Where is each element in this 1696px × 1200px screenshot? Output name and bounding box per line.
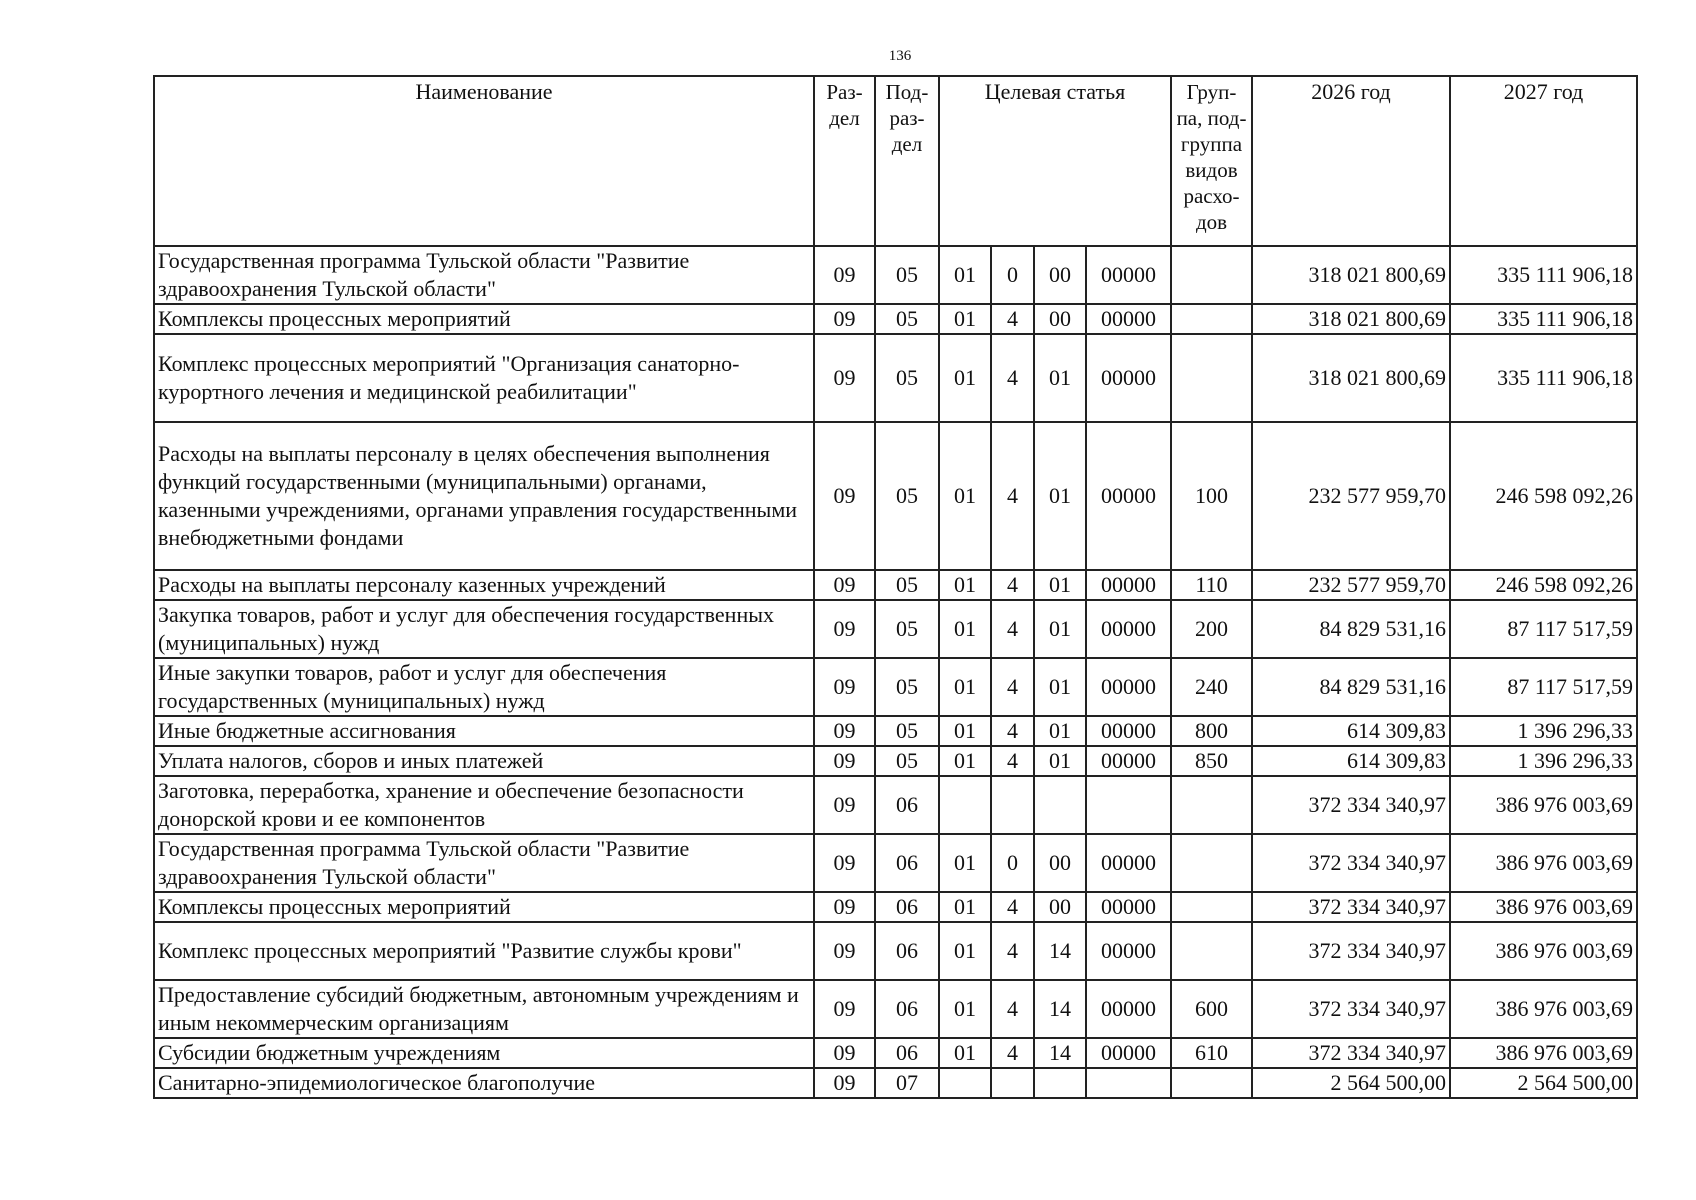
row-razdel: 09: [814, 246, 875, 304]
row-cs-program: 01: [939, 834, 991, 892]
row-value-2027: 87 117 517,59: [1450, 658, 1637, 716]
row-value-2027: 2 564 500,00: [1450, 1068, 1637, 1098]
row-vid-rashodov: 610: [1171, 1038, 1252, 1068]
row-vid-rashodov: [1171, 304, 1252, 334]
row-name: Субсидии бюджетным учреждениям: [154, 1038, 814, 1068]
row-name: Иные закупки товаров, работ и услуг для обеспечения государственных (муниципальных) нужд: [154, 658, 814, 716]
row-cs-element: [1034, 1068, 1086, 1098]
row-cs-direction: 00000: [1086, 834, 1171, 892]
row-cs-program: 01: [939, 892, 991, 922]
table-row: [154, 246, 1637, 304]
row-cs-direction: 00000: [1086, 922, 1171, 980]
row-razdel: 09: [814, 1038, 875, 1068]
row-name: Комплексы процессных мероприятий: [154, 304, 814, 334]
row-value-2026: 372 334 340,97: [1252, 834, 1450, 892]
row-value-2026: 614 309,83: [1252, 746, 1450, 776]
row-value-2026: 318 021 800,69: [1252, 246, 1450, 304]
row-cs-program: 01: [939, 658, 991, 716]
row-cs-direction: 00000: [1086, 304, 1171, 334]
row-value-2026: 614 309,83: [1252, 716, 1450, 746]
row-cs-type: 4: [991, 746, 1034, 776]
row-vid-rashodov: 850: [1171, 746, 1252, 776]
row-cs-element: 00: [1034, 834, 1086, 892]
row-cs-type: 4: [991, 1038, 1034, 1068]
row-cs-type: 0: [991, 246, 1034, 304]
row-cs-program: [939, 1068, 991, 1098]
row-podrazdel: 06: [875, 980, 939, 1038]
row-cs-element: 00: [1034, 892, 1086, 922]
row-cs-program: 01: [939, 334, 991, 422]
row-cs-type: 0: [991, 834, 1034, 892]
table-body: [154, 246, 1637, 1098]
row-podrazdel: 05: [875, 658, 939, 716]
row-cs-direction: 00000: [1086, 658, 1171, 716]
header-podrazdel: Под- раз- дел: [875, 76, 939, 246]
row-podrazdel: 06: [875, 922, 939, 980]
row-razdel: 09: [814, 834, 875, 892]
row-name: Предоставление субсидий бюджетным, автономным учреждениям и иным некоммерческим организациям: [154, 980, 814, 1038]
table-row: [154, 716, 1637, 746]
row-value-2027: 335 111 906,18: [1450, 246, 1637, 304]
row-value-2026: 2 564 500,00: [1252, 1068, 1450, 1098]
row-value-2026: 372 334 340,97: [1252, 1038, 1450, 1068]
row-cs-program: 01: [939, 246, 991, 304]
row-value-2026: 232 577 959,70: [1252, 422, 1450, 570]
header-row: [154, 76, 1637, 246]
row-name: Государственная программа Тульской области "Развитие здравоохранения Тульской области": [154, 834, 814, 892]
row-cs-program: 01: [939, 746, 991, 776]
row-vid-rashodov: [1171, 246, 1252, 304]
row-cs-type: [991, 776, 1034, 834]
row-name: Закупка товаров, работ и услуг для обеспечения государственных (муниципальных) нужд: [154, 600, 814, 658]
budget-table: [153, 75, 1638, 1099]
row-value-2027: 87 117 517,59: [1450, 600, 1637, 658]
row-podrazdel: 06: [875, 776, 939, 834]
row-name: Комплекс процессных мероприятий "Организация санаторно-курортного лечения и медицинской реабилитации": [154, 334, 814, 422]
header-celevaya-statya: Целевая статья: [939, 76, 1171, 246]
row-podrazdel: 07: [875, 1068, 939, 1098]
row-vid-rashodov: 240: [1171, 658, 1252, 716]
row-cs-element: 01: [1034, 570, 1086, 600]
row-podrazdel: 05: [875, 600, 939, 658]
table-row: [154, 834, 1637, 892]
row-cs-program: 01: [939, 922, 991, 980]
row-cs-program: 01: [939, 980, 991, 1038]
row-razdel: 09: [814, 304, 875, 334]
row-cs-element: 01: [1034, 658, 1086, 716]
row-value-2027: 335 111 906,18: [1450, 304, 1637, 334]
row-cs-program: 01: [939, 570, 991, 600]
table-row: [154, 422, 1637, 570]
row-podrazdel: 05: [875, 246, 939, 304]
row-name: Иные бюджетные ассигнования: [154, 716, 814, 746]
row-podrazdel: 05: [875, 304, 939, 334]
row-value-2027: 1 396 296,33: [1450, 716, 1637, 746]
header-name: Наименование: [154, 76, 814, 246]
row-value-2026: 372 334 340,97: [1252, 892, 1450, 922]
row-cs-element: [1034, 776, 1086, 834]
row-name: Государственная программа Тульской области "Развитие здравоохранения Тульской области": [154, 246, 814, 304]
row-podrazdel: 06: [875, 892, 939, 922]
row-razdel: 09: [814, 1068, 875, 1098]
row-value-2027: 386 976 003,69: [1450, 776, 1637, 834]
row-cs-element: 01: [1034, 334, 1086, 422]
row-value-2026: 232 577 959,70: [1252, 570, 1450, 600]
row-razdel: 09: [814, 776, 875, 834]
row-podrazdel: 05: [875, 570, 939, 600]
row-cs-element: 00: [1034, 304, 1086, 334]
row-cs-type: 4: [991, 570, 1034, 600]
row-vid-rashodov: [1171, 776, 1252, 834]
row-cs-direction: [1086, 776, 1171, 834]
row-podrazdel: 05: [875, 422, 939, 570]
table-row: [154, 776, 1637, 834]
row-razdel: 09: [814, 600, 875, 658]
row-cs-direction: 00000: [1086, 246, 1171, 304]
row-value-2026: 318 021 800,69: [1252, 304, 1450, 334]
row-cs-direction: 00000: [1086, 716, 1171, 746]
row-vid-rashodov: [1171, 1068, 1252, 1098]
row-value-2026: 318 021 800,69: [1252, 334, 1450, 422]
table-row: [154, 570, 1637, 600]
row-razdel: 09: [814, 658, 875, 716]
row-podrazdel: 05: [875, 334, 939, 422]
row-value-2027: 246 598 092,26: [1450, 422, 1637, 570]
table-row: [154, 658, 1637, 716]
row-cs-type: 4: [991, 892, 1034, 922]
row-cs-program: 01: [939, 422, 991, 570]
row-razdel: 09: [814, 570, 875, 600]
row-value-2026: 372 334 340,97: [1252, 980, 1450, 1038]
row-value-2027: 386 976 003,69: [1450, 980, 1637, 1038]
header-2026: 2026 год: [1252, 76, 1450, 246]
row-vid-rashodov: [1171, 834, 1252, 892]
row-cs-direction: 00000: [1086, 746, 1171, 776]
row-cs-type: 4: [991, 304, 1034, 334]
table-row: [154, 980, 1637, 1038]
row-cs-type: [991, 1068, 1034, 1098]
row-razdel: 09: [814, 892, 875, 922]
row-cs-program: [939, 776, 991, 834]
row-cs-type: 4: [991, 980, 1034, 1038]
row-cs-direction: [1086, 1068, 1171, 1098]
table-row: [154, 746, 1637, 776]
row-cs-program: 01: [939, 716, 991, 746]
row-vid-rashodov: 100: [1171, 422, 1252, 570]
row-cs-program: 01: [939, 600, 991, 658]
row-cs-element: 01: [1034, 716, 1086, 746]
row-value-2026: 372 334 340,97: [1252, 922, 1450, 980]
row-razdel: 09: [814, 334, 875, 422]
row-value-2027: 386 976 003,69: [1450, 834, 1637, 892]
row-podrazdel: 06: [875, 1038, 939, 1068]
row-razdel: 09: [814, 422, 875, 570]
row-name: Заготовка, переработка, хранение и обеспечение безопасности донорской крови и ее компонентов: [154, 776, 814, 834]
row-name: Уплата налогов, сборов и иных платежей: [154, 746, 814, 776]
row-razdel: 09: [814, 980, 875, 1038]
row-name: Комплекс процессных мероприятий "Развитие службы крови": [154, 922, 814, 980]
row-value-2026: 372 334 340,97: [1252, 776, 1450, 834]
row-cs-direction: 00000: [1086, 980, 1171, 1038]
row-cs-type: 4: [991, 716, 1034, 746]
row-cs-direction: 00000: [1086, 1038, 1171, 1068]
row-value-2027: 386 976 003,69: [1450, 1038, 1637, 1068]
row-cs-program: 01: [939, 1038, 991, 1068]
row-name: Расходы на выплаты персоналу казенных учреждений: [154, 570, 814, 600]
row-cs-element: 01: [1034, 746, 1086, 776]
row-cs-element: 14: [1034, 922, 1086, 980]
table-row: [154, 1068, 1637, 1098]
table-row: [154, 922, 1637, 980]
row-cs-type: 4: [991, 334, 1034, 422]
row-cs-type: 4: [991, 422, 1034, 570]
header-gruppa-vidov-rashodov: Груп- па, под- группа видов расхо- дов: [1171, 76, 1252, 246]
row-cs-direction: 00000: [1086, 600, 1171, 658]
row-cs-element: 00: [1034, 246, 1086, 304]
row-podrazdel: 06: [875, 834, 939, 892]
row-value-2027: 335 111 906,18: [1450, 334, 1637, 422]
table-row: [154, 1038, 1637, 1068]
row-cs-direction: 00000: [1086, 570, 1171, 600]
row-cs-type: 4: [991, 658, 1034, 716]
row-cs-element: 01: [1034, 600, 1086, 658]
header-2027: 2027 год: [1450, 76, 1637, 246]
row-cs-element: 14: [1034, 1038, 1086, 1068]
row-name: Расходы на выплаты персоналу в целях обеспечения выполнения функций государственными (муниципальными) органами, казенными учреждениями, органами управления государственными внебюджетными фондами: [154, 422, 814, 570]
row-cs-direction: 00000: [1086, 334, 1171, 422]
row-value-2027: 386 976 003,69: [1450, 922, 1637, 980]
row-vid-rashodov: 800: [1171, 716, 1252, 746]
header-razdel: Раз- дел: [814, 76, 875, 246]
row-razdel: 09: [814, 922, 875, 980]
row-vid-rashodov: 600: [1171, 980, 1252, 1038]
row-razdel: 09: [814, 716, 875, 746]
row-value-2027: 386 976 003,69: [1450, 892, 1637, 922]
row-cs-type: 4: [991, 600, 1034, 658]
row-value-2026: 84 829 531,16: [1252, 600, 1450, 658]
row-razdel: 09: [814, 746, 875, 776]
row-cs-direction: 00000: [1086, 422, 1171, 570]
row-cs-element: 01: [1034, 422, 1086, 570]
row-vid-rashodov: 110: [1171, 570, 1252, 600]
row-name: Санитарно-эпидемиологическое благополучие: [154, 1068, 814, 1098]
table-row: [154, 334, 1637, 422]
row-vid-rashodov: [1171, 334, 1252, 422]
row-value-2027: 246 598 092,26: [1450, 570, 1637, 600]
row-cs-program: 01: [939, 304, 991, 334]
row-vid-rashodov: 200: [1171, 600, 1252, 658]
table-row: [154, 304, 1637, 334]
row-value-2026: 84 829 531,16: [1252, 658, 1450, 716]
row-podrazdel: 05: [875, 746, 939, 776]
row-cs-type: 4: [991, 922, 1034, 980]
row-cs-element: 14: [1034, 980, 1086, 1038]
row-vid-rashodov: [1171, 892, 1252, 922]
row-name: Комплексы процессных мероприятий: [154, 892, 814, 922]
table-row: [154, 892, 1637, 922]
page-number: 136: [888, 48, 912, 64]
row-value-2027: 1 396 296,33: [1450, 746, 1637, 776]
row-podrazdel: 05: [875, 716, 939, 746]
row-vid-rashodov: [1171, 922, 1252, 980]
row-cs-direction: 00000: [1086, 892, 1171, 922]
table-row: [154, 600, 1637, 658]
